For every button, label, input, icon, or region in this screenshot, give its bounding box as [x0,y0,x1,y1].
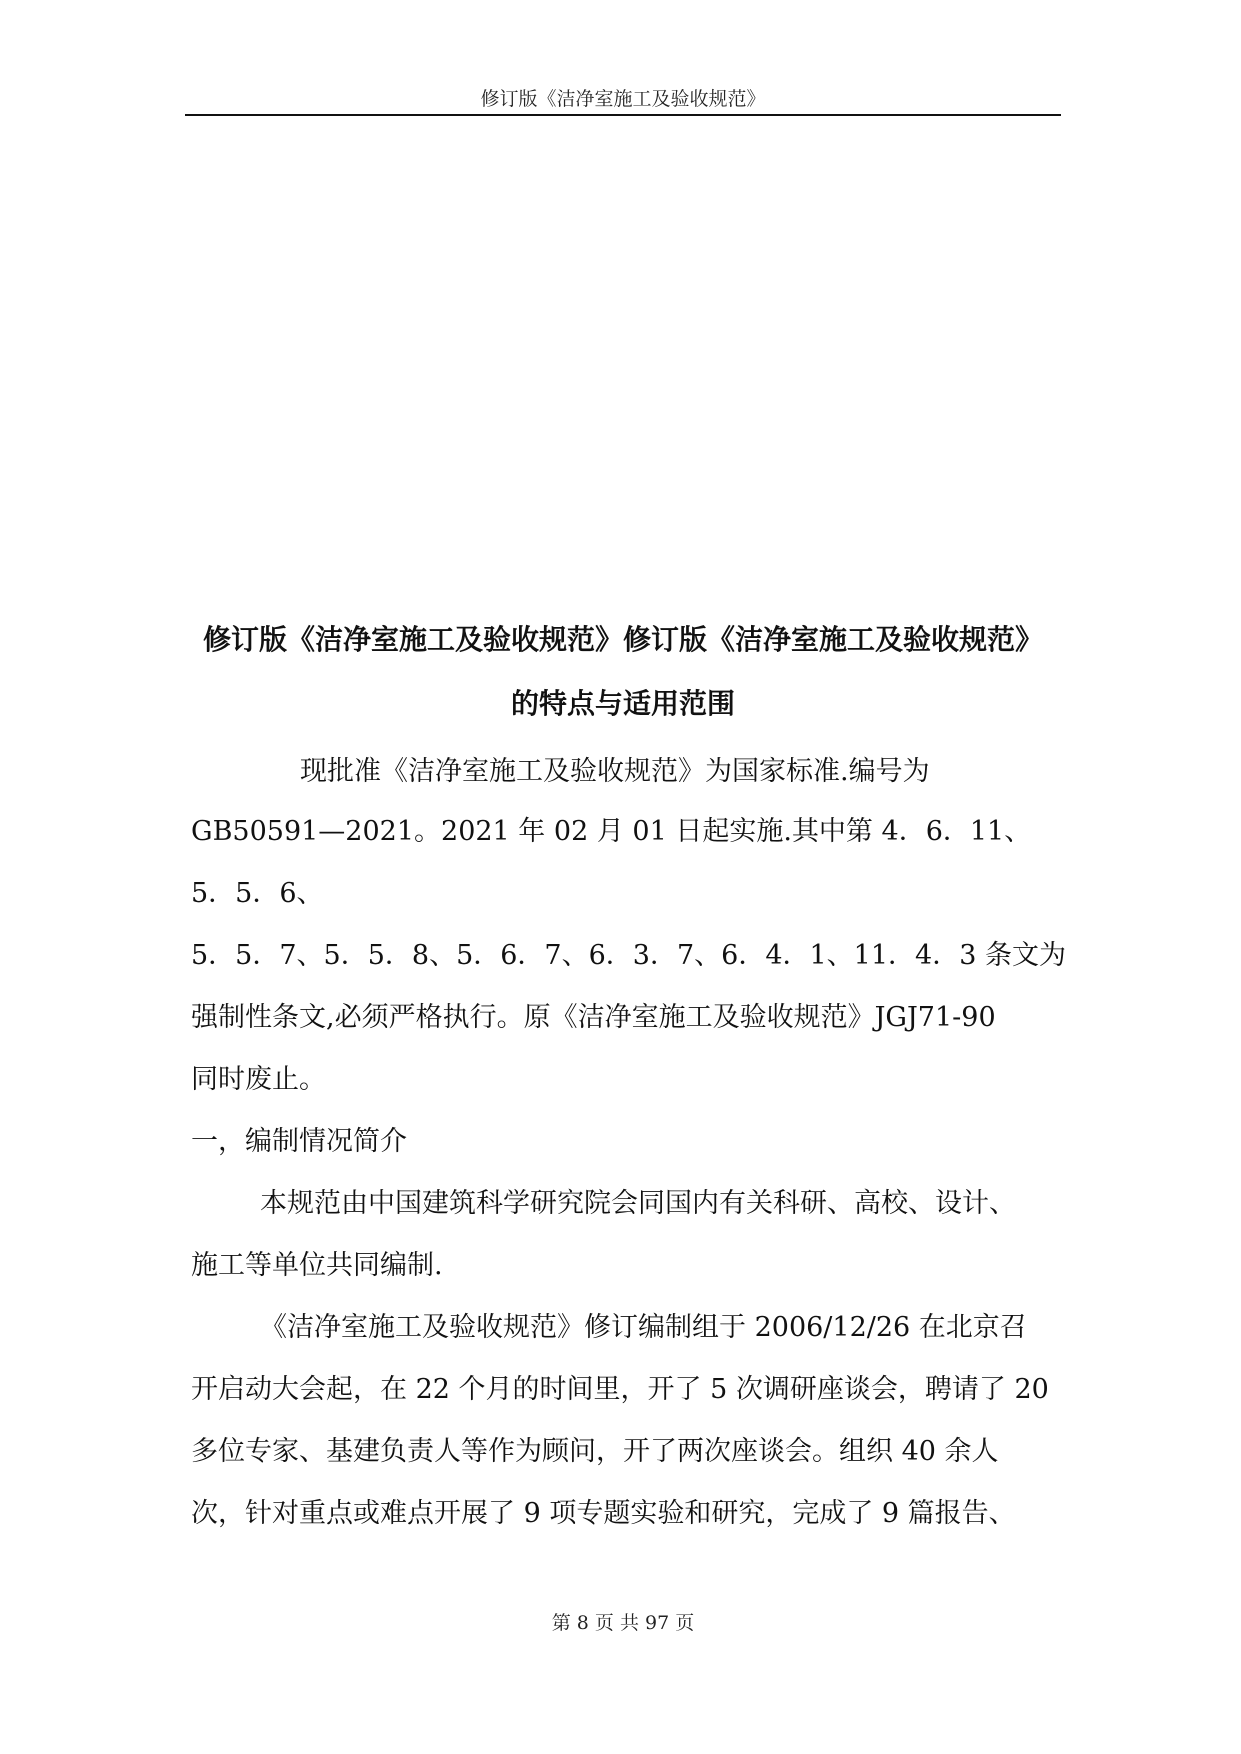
paragraph-line: 次，针对重点或难点开展了 9 项专题实验和研究，完成了 9 篇报告、 [191,1498,1016,1529]
paragraph-line: GB50591—2021。2021 年 02 月 01 日起实施.其中第 4．6．11、 [191,816,1032,847]
paragraph-line: 同时废止。 [191,1064,326,1095]
paragraph-line: 《洁净室施工及验收规范》修订编制组于 2006/12/26 在北京召 [260,1312,1027,1343]
paragraph-line: 施工等单位共同编制. [191,1250,443,1281]
header-divider [185,114,1061,116]
paragraph-line: 5．5．6、 [191,878,324,909]
page-number-footer: 第 8 页 共 97 页 [551,1612,695,1634]
paragraph-line: 多位专家、基建负责人等作为顾问，开了两次座谈会。组织 40 余人 [191,1436,999,1467]
document-title-line-2: 的特点与适用范围 [510,687,735,720]
paragraph-line: 开启动大会起，在 22 个月的时间里，开了 5 次调研座谈会，聘请了 20 [191,1374,1049,1405]
paragraph-line: 本规范由中国建筑科学研究院会同国内有关科研、高校、设计、 [260,1188,1016,1219]
paragraph-line: 强制性条文,必须严格执行。原《洁净室施工及验收规范》JGJ71-90 [191,1002,996,1033]
paragraph-line: 5．5．7、5．5．8、5．6．7、6．3．7、6．4．1、11．4．3 条文为 [191,940,1066,971]
running-header: 修订版《洁净室施工及验收规范》 [480,88,766,110]
section-heading: 一，编制情况简介 [191,1126,407,1157]
document-title-line-1: 修订版《洁净室施工及验收规范》修订版《洁净室施工及验收规范》 [202,623,1043,656]
paragraph-line: 现批准《洁净室施工及验收规范》为国家标准.编号为 [300,756,930,787]
